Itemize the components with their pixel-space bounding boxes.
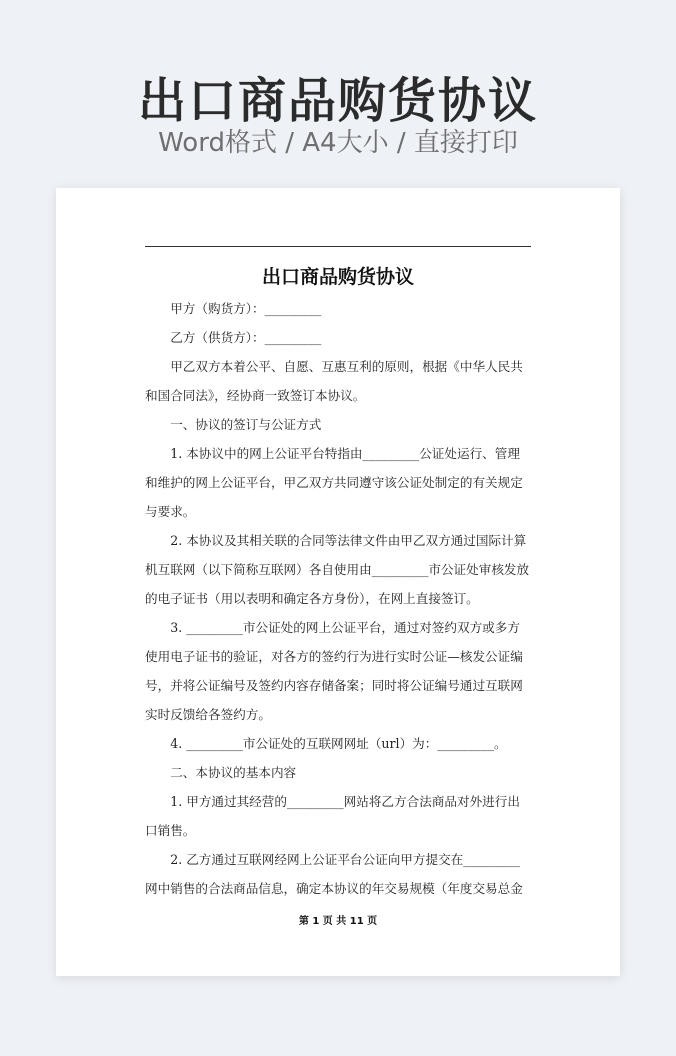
- banner-subtitle: Word格式 / A4大小 / 直接打印: [158, 128, 518, 158]
- clause-paragraph: 1. 本协议中的网上公证平台特指由_________公证处运行、管理和维护的网上公证平台，甲乙双方共同遵守该公证处制定的有关规定与要求。: [145, 446, 523, 519]
- banner-header: [0, 0, 676, 180]
- document-title: 出口商品购货协议: [261, 266, 414, 288]
- header-rule: [145, 246, 531, 247]
- section-heading: 一、协议的签订与公证方式: [170, 417, 322, 432]
- preamble-paragraph: 甲乙双方本着公平、自愿、互惠互利的原则，根据《中华人民共和国合同法》，经协商一致签订本协议。: [145, 359, 523, 403]
- clause-paragraph: 2. 乙方通过互联网经网上公证平台公证向甲方提交在_________网中销售的合法商品信息，确定本协议的年交易规模（年度交易总金: [145, 852, 523, 896]
- document-page: [56, 188, 620, 976]
- party-b-line: 乙方（供货方）：_________: [170, 330, 322, 345]
- banner-title: 出口商品购货协议: [137, 73, 538, 129]
- clause-paragraph: 4. _________市公证处的互联网网址（url）为：_________。: [170, 736, 507, 751]
- document-body: [145, 294, 531, 903]
- clause-paragraph: 1. 甲方通过其经营的_________网站将乙方合法商品对外进行出口销售。: [145, 794, 520, 838]
- section-heading: 二、本协议的基本内容: [170, 765, 297, 780]
- clause-paragraph: 2. 本协议及其相关联的合同等法律文件由甲乙双方通过国际计算机互联网（以下简称互联网）各自使用由_________市公证处审核发放的电子证书（用以表明和确定各方身份），在网上直接签订。: [145, 533, 530, 606]
- party-a-line: 甲方（购货方）：_________: [170, 301, 322, 316]
- clause-paragraph: 3. _________市公证处的网上公证平台，通过对签约双方或多方使用电子证书的验证，对各方的签约行为进行实时公证—核发公证编号，并将公证编号及签约内容存储备案；同时将公证编号通过互联网实时反馈给各签约方。: [145, 620, 523, 722]
- page-number: 第 1 页 共 11 页: [298, 916, 378, 927]
